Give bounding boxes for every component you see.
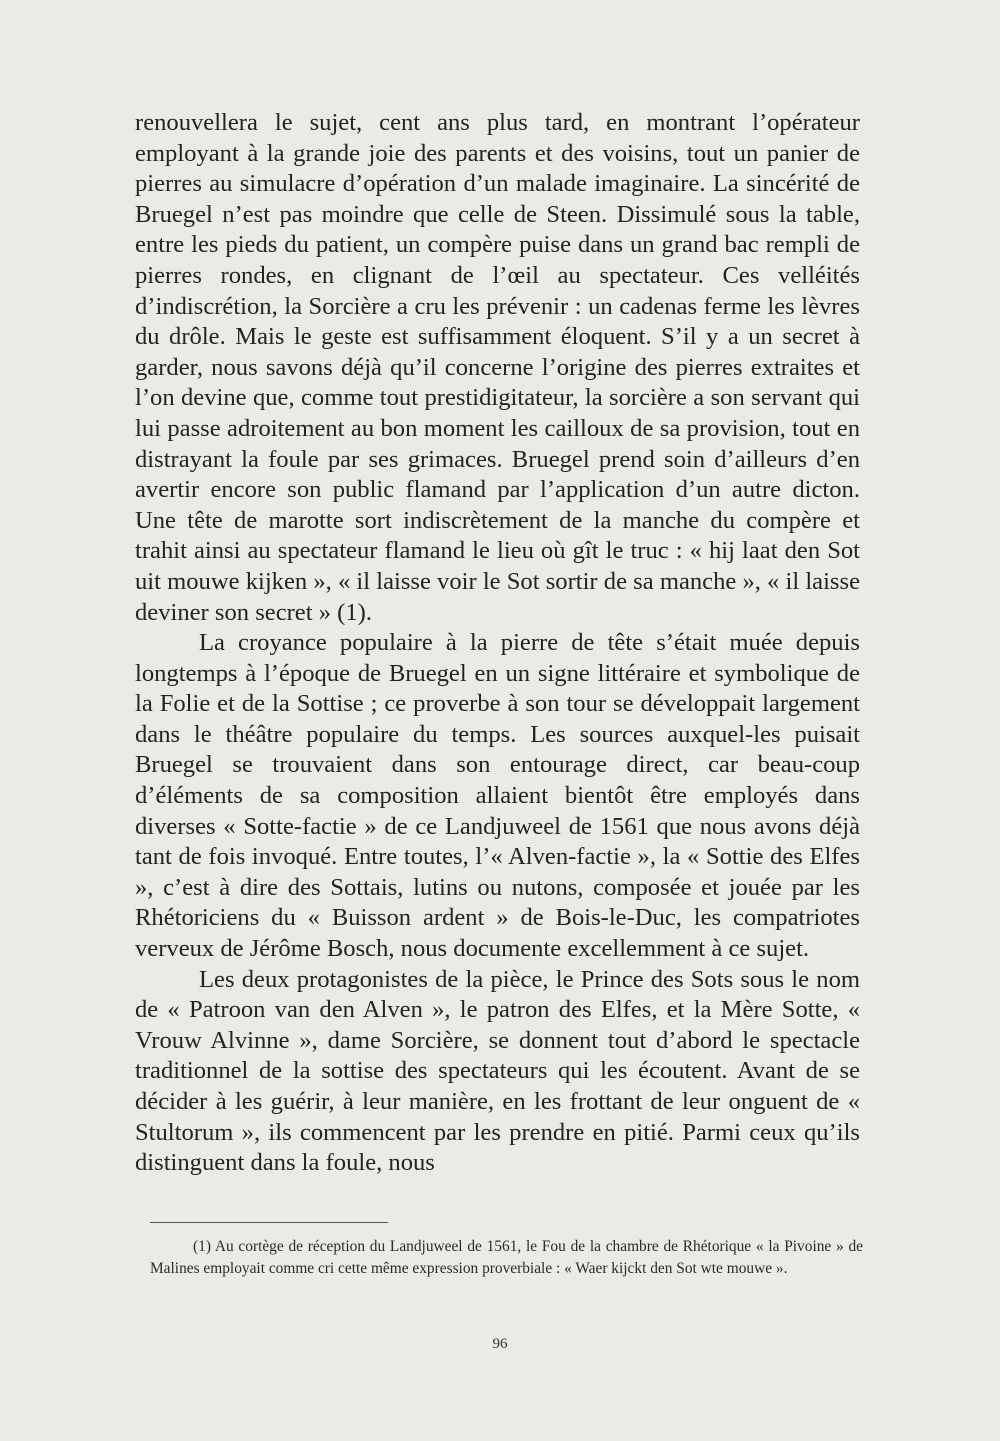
paragraph-3: Les deux protagonistes de la pièce, le Prince des Sots sous le nom de « Patroon van den Alven », le patron des Elfes, et la Mère Sotte, « Vrouw Alvinne », dame Sorcière, se donnent tout d’abord le spectacle traditionnel de la sottise des spectateurs qui les écoutent. Avant de se décider à les guérir, à leur manière, en les frottant de leur onguent de « Stultorum », ils commencent par les prendre en pitié. Parmi ceux qu’ils distinguent dans la foule, nous	[135, 965, 860, 1177]
page-number: 96	[492, 1336, 508, 1352]
body-text	[135, 108, 860, 1179]
paragraph-2: La croyance populaire à la pierre de tête s’était muée depuis longtemps à l’époque de Bruegel en un signe littéraire et symbolique de la Folie et de la Sottise ; ce proverbe à son tour se développait largement dans le théâtre populaire du temps. Les sources auxquel-les puisait Bruegel se trouvaient dans son entourage direct, car beau-coup d’éléments de sa composition allaient bientôt être employés dans diverses « Sotte-factie » de ce Landjuweel de 1561 que nous avons déjà tant de fois invoqué. Entre toutes, l’« Alven-factie », la « Sottie des Elfes », c’est à dire des Sottais, lutins ou nutons, composée et jouée par les Rhétoriciens du « Buisson ardent » de Bois-le-Duc, les compatriotes verveux de Jérôme Bosch, nous documente excellemment à ce sujet.	[135, 629, 860, 963]
footnote: (1) Au cortège de réception du Landjuweel de 1561, le Fou de la chambre de Rhétorique « la Pivoine » de Malines employait comme cri cette même expression proverbiale : « Waer kijckt den Sot wte mouwe ».	[150, 1238, 863, 1277]
footnote-divider	[150, 1222, 388, 1223]
paragraph-1: renouvellera le sujet, cent ans plus tard, en montrant l’opérateur employant à la grande joie des parents et des voisins, tout un panier de pierres au simulacre d’opération d’un malade imaginaire. La sincérité de Bruegel n’est pas moindre que celle de Steen. Dissimulé sous la table, entre les pieds du patient, un compère puise dans un grand bac rempli de pierres rondes, en clignant de l’œil au spectateur. Ces velléités d’indiscrétion, la Sorcière a cru les prévenir : un cadenas ferme les lèvres du drôle. Mais le geste est suffisamment éloquent. S’il y a un secret à garder, nous savons déjà qu’il concerne l’origine des pierres extraites et l’on devine que, comme tout prestidigitateur, la sorcière a son servant qui lui passe adroitement au bon moment les cailloux de sa provision, tout en distrayant la foule par ses grimaces. Bruegel prend soin d’ailleurs d’en avertir encore son public flamand par l’application d’un autre dicton. Une tête de marotte sort indiscrètement de la manche du compère et trahit ainsi au spectateur flamand le lieu où gît le truc : « hij laat den Sot uit mouwe kijken », « il laisse voir le Sot sortir de sa manche », « il laisse deviner son secret » (1).	[135, 109, 860, 626]
